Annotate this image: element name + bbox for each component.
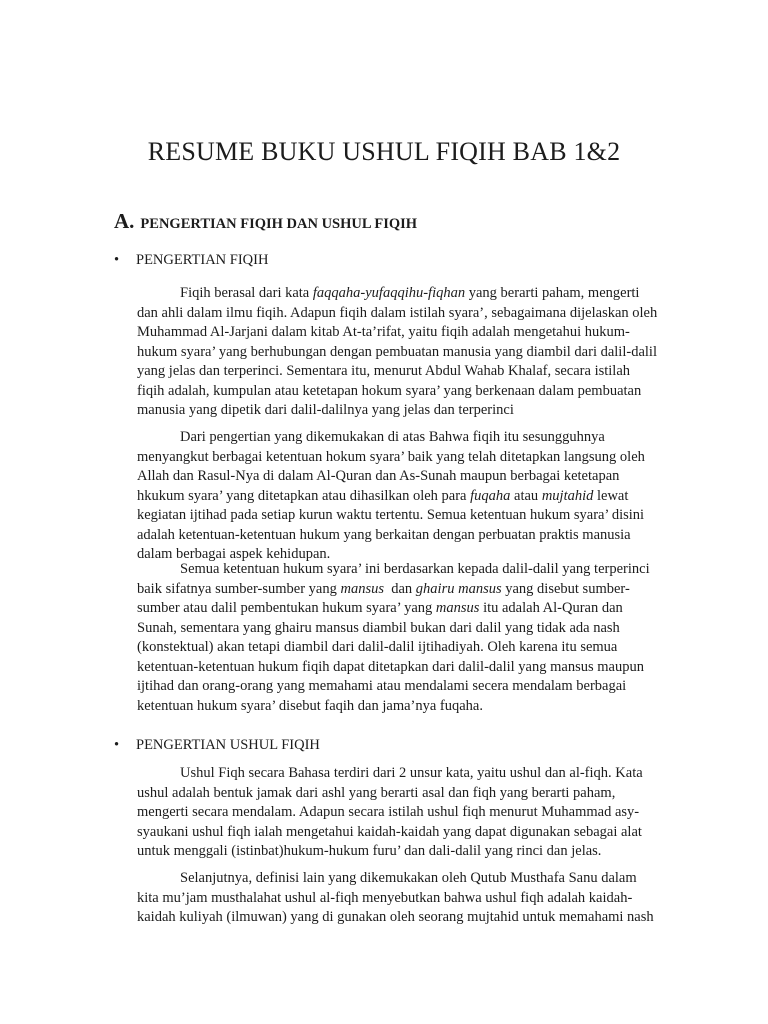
paragraph-line [137, 599, 677, 619]
text-span: Fiqih berasal dari kata [180, 285, 313, 301]
paragraph-2 [137, 428, 677, 565]
section-heading-text: PENGERTIAN FIQIH DAN USHUL FIQIH [140, 216, 418, 232]
paragraph-line: kita mu’jam musthalahat ushul al-fiqh menyebutkan bahwa ushul fiqh adalah kaidah- [137, 889, 633, 906]
paragraph-line [137, 580, 677, 600]
bullet-label: PENGERTIAN USHUL FIQIH [136, 737, 320, 753]
paragraph-line: syaukani ushul fiqh ialah mengetahui kaidah-kaidah yang dapat digunakan sebagai alat [137, 823, 642, 840]
text-span: yang berarti paham, mengerti [465, 285, 640, 301]
paragraph-line: dalam berbagai aspek kehidupan. [137, 546, 331, 562]
text-span: Dari pengertian yang dikemukakan di atas Bahwa fiqih itu sesungguhnya [180, 429, 605, 445]
paragraph-line: ushul adalah bentuk jamak dari ashl yang berarti asal dan fiqh yang berarti paham, [137, 784, 616, 801]
bullet-pengertian-ushul-fiqih [114, 735, 320, 755]
paragraph-3 [137, 560, 677, 716]
paragraph-line [137, 428, 677, 448]
paragraph-line: manusia yang dipetik dari dalil-dalilnya yang jelas dan terperinci [137, 402, 514, 418]
text-span: dan [383, 580, 416, 597]
section-a-heading [114, 209, 417, 234]
text-span: itu adalah Al-Quran dan [479, 600, 623, 616]
paragraph-line: hukum syara’ yang berhubungan dengan pembuatan manusia yang diambil dari dalil-dalil [137, 343, 657, 360]
paragraph-line [137, 869, 677, 889]
paragraph-line: Allah dan Rasul-Nya di dalam Al-Quran dan As-Sunah maupun berbagai ketetapan [137, 468, 620, 484]
paragraph-line: ijtihad dan orang-orang yang memahami atau mendalami secera mendalam berbagai [137, 678, 627, 694]
text-span: Ushul Fiqh secara Bahasa terdiri dari 2 unsur kata, yaitu ushul dan al-fiqh. Kata [180, 765, 643, 781]
paragraph-line: ketentuan hukum syara’ disebut faqih dan jama’nya fuqaha. [137, 697, 483, 714]
paragraph-line: Muhammad Al-Jarjani dalam kitab At-ta’rifat, yaitu fiqih adalah mengetahui hukum- [137, 324, 630, 340]
paragraph-line [137, 487, 677, 507]
paragraph-line: dan ahli dalam ilmu fiqih. Adapun fiqih dalam istilah syara’, sebagaimana dijelaskan oleh [137, 304, 658, 321]
text-span: yang disebut sumber- [501, 580, 630, 597]
paragraph-4 [137, 764, 677, 862]
text-span: Selanjutnya, definisi lain yang dikemukakan oleh Qutub Musthafa Sanu dalam [180, 870, 637, 886]
page-title: RESUME BUKU USHUL FIQIH BAB 1&2 [147, 137, 621, 166]
text-span: hkukum syara’ yang ditetapkan atau dihasilkan oleh para [137, 487, 471, 504]
text-span: baik sifatnya sumber-sumber yang [137, 580, 341, 597]
italic-term: mujtahid [541, 487, 594, 504]
paragraph-line: kaidah kuliyah (ilmuwan) yang di gunakan oleh seorang mujtahid untuk memahami nash [137, 909, 654, 925]
paragraph-1 [137, 284, 677, 421]
paragraph-line [137, 764, 677, 784]
italic-term: mansus [435, 600, 480, 616]
paragraph-line: mengerti secara mendalam. Adapun secara istilah ushul fiqh menurut Muhammad asy- [137, 804, 640, 820]
text-span: sumber atau dalil pembentukan hukum syara’ yang [137, 600, 436, 616]
bullet-icon: • [114, 252, 120, 268]
paragraph-line: fiqih adalah, kumpulan atau ketetapan hokum syara’ yang berkenaan dalam pembuatan [137, 382, 642, 399]
italic-term: mansus [340, 580, 384, 597]
paragraph-5 [137, 869, 677, 928]
text-span: lewat [593, 487, 629, 504]
paragraph-line: kegiatan ijtihad pada setiap kurun waktu tertentu. Semua ketentuan hukum syara’ disini [137, 507, 645, 523]
paragraph-line: (konstektual) akan tetapi diambil dari dalil-dalil ijtihadiyah. Oleh karena itu semua [137, 639, 618, 655]
italic-term: fuqaha [470, 487, 511, 504]
paragraph-line: untuk menggali (istinbat)hukum-hukum furu’ dan dali-dalil yang rinci dan jelas. [137, 843, 602, 859]
italic-term: ghairu mansus [415, 580, 502, 597]
paragraph-line [137, 284, 677, 304]
italic-term: faqqaha-yufaqqihu-fiqhan [312, 285, 466, 301]
bullet-label: PENGERTIAN FIQIH [136, 252, 269, 268]
paragraph-line: Sunah, sementara yang ghairu mansus diambil bukan dari dalil yang tidak ada nash [137, 619, 620, 636]
bullet-pengertian-fiqih [114, 250, 268, 270]
section-letter: A. [114, 209, 135, 233]
paragraph-line: adalah ketentuan-ketentuan hukum yang berkaitan dengan perbuatan praktis manusia [137, 526, 631, 543]
bullet-icon: • [114, 737, 120, 753]
paragraph-line: menyangkut berbagai ketentuan hokum syara’ baik yang telah ditetapkan langsung oleh [137, 448, 645, 465]
paragraph-line: ketentuan-ketentuan hukum fiqih dapat ditetapkan dari dalil-dalil yang mansus maupun [137, 658, 644, 675]
text-span: Semua ketentuan hukum syara’ ini berdasarkan kepada dalil-dalil yang terperinci [180, 561, 650, 577]
text-span: atau [510, 487, 542, 504]
paragraph-line: yang jelas dan terperinci. Sementara itu, menurut Abdul Wahab Khalaf, secara istilah [137, 363, 631, 379]
paragraph-line [137, 560, 677, 580]
